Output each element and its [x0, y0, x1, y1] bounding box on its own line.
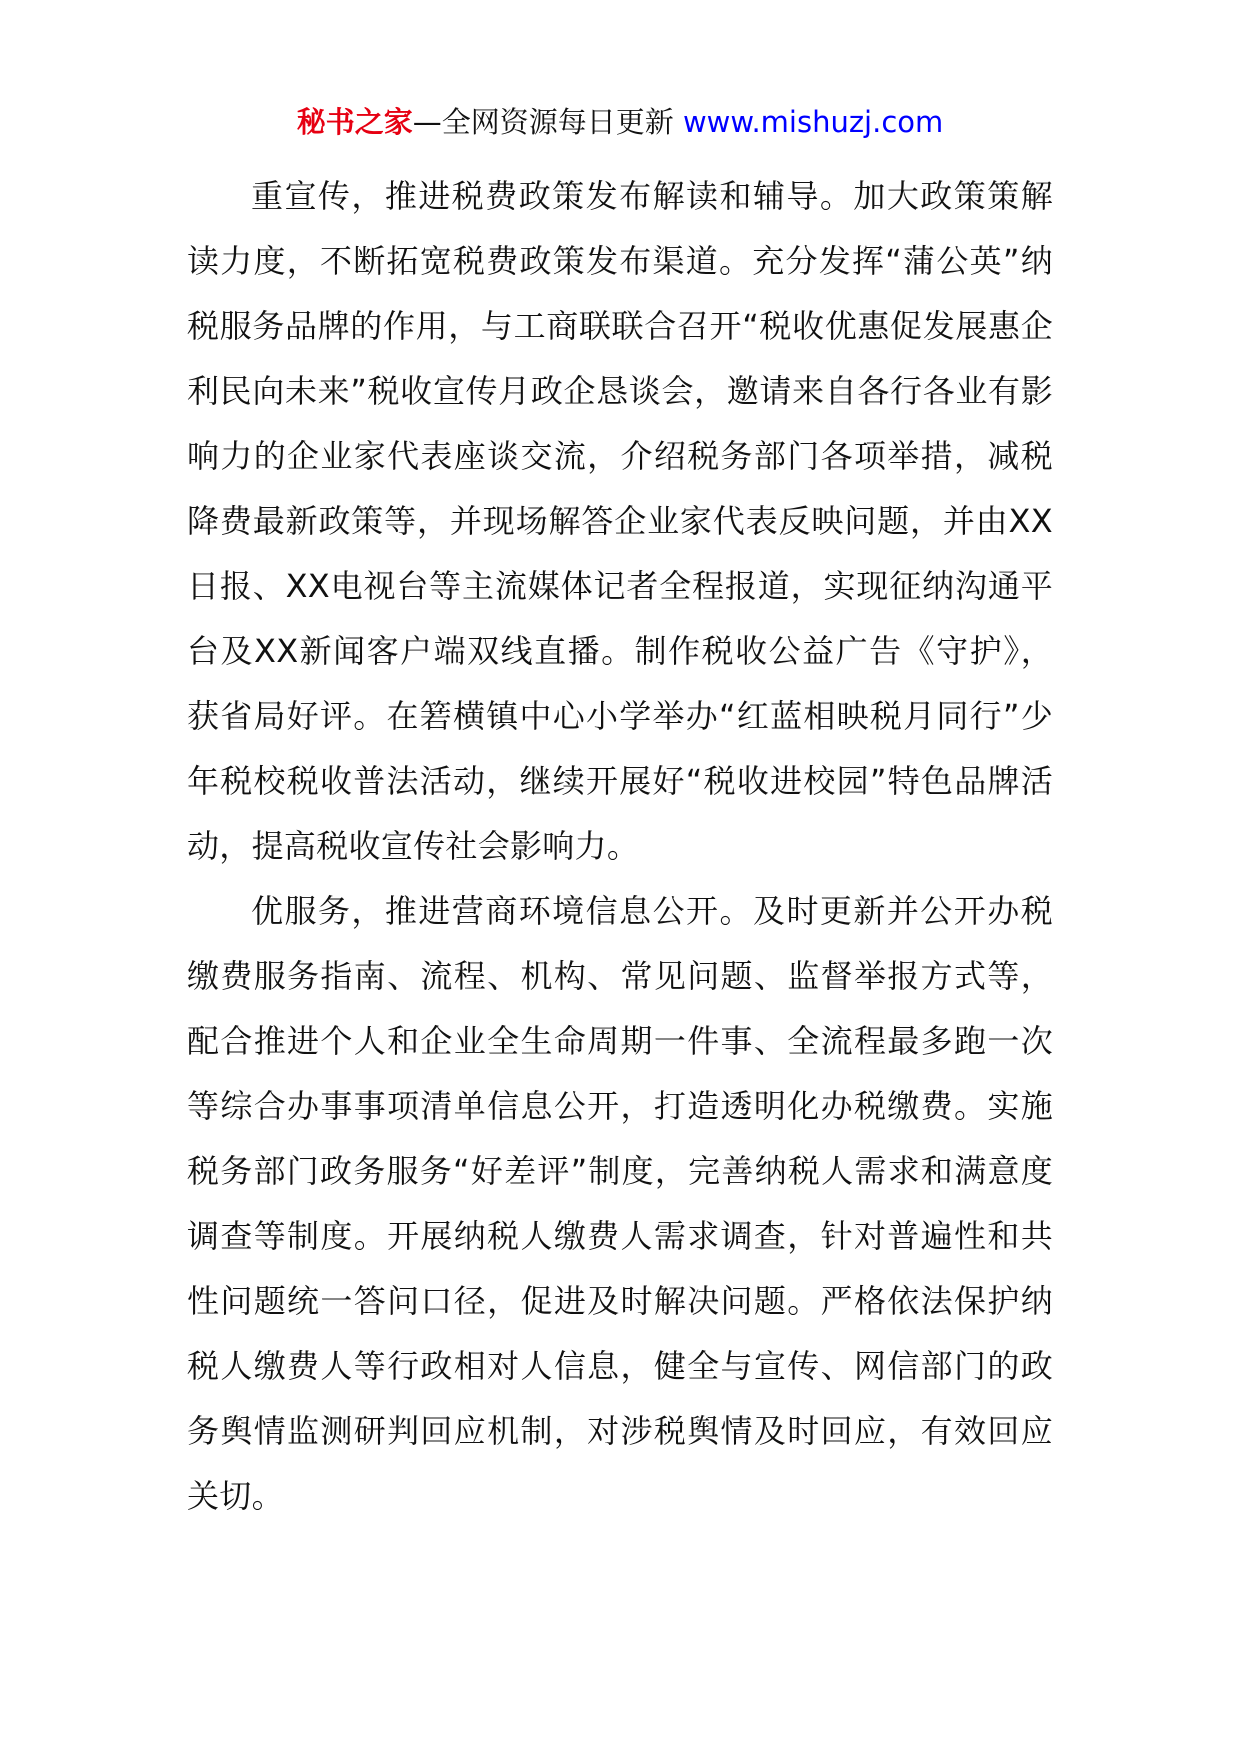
site-header: [0, 102, 1240, 142]
site-url-link[interactable]: www.mishuzj.com: [682, 105, 944, 139]
brand-name: 秘书之家: [296, 105, 413, 139]
header-tagline: —全网资源每日更新: [412, 105, 683, 139]
document-body: [187, 164, 1053, 1529]
paragraph-publicity: 重宣传，推进税费政策发布解读和辅导。加大政策策解读力度，不断拓宽税费政策发布渠道。充分发挥“蒲公英”纳税服务品牌的作用，与工商联联合召开“税收优惠促发展惠企利民向未来”税收宣传月政企恳谈会，邀请来自各行各业有影响力的企业家代表座谈交流，介绍税务部门各项举措，减税降费最新政策等，并现场解答企业家代表反映问题，并由XX日报、XX电视台等主流媒体记者全程报道，实现征纳沟通平台及XX新闻客户端双线直播。制作税收公益广告《守护》，获省局好评。在箬横镇中心小学举办“红蓝相映税月同行”少年税校税收普法活动，继续开展好“税收进校园”特色品牌活动，提高税收宣传社会影响力。: [187, 177, 1053, 865]
paragraph-service: 优服务，推进营商环境信息公开。及时更新并公开办税缴费服务指南、流程、机构、常见问题、监督举报方式等，配合推进个人和企业全生命周期一件事、全流程最多跑一次等综合办事事项清单信息公开，打造透明化办税缴费。实施税务部门政务服务“好差评”制度，完善纳税人需求和满意度调查等制度。开展纳税人缴费人需求调查，针对普遍性和共性问题统一答问口径，促进及时解决问题。严格依法保护纳税人缴费人等行政相对人信息，健全与宣传、网信部门的政务舆情监测研判回应机制，对涉税舆情及时回应，有效回应关切。: [187, 892, 1053, 1515]
